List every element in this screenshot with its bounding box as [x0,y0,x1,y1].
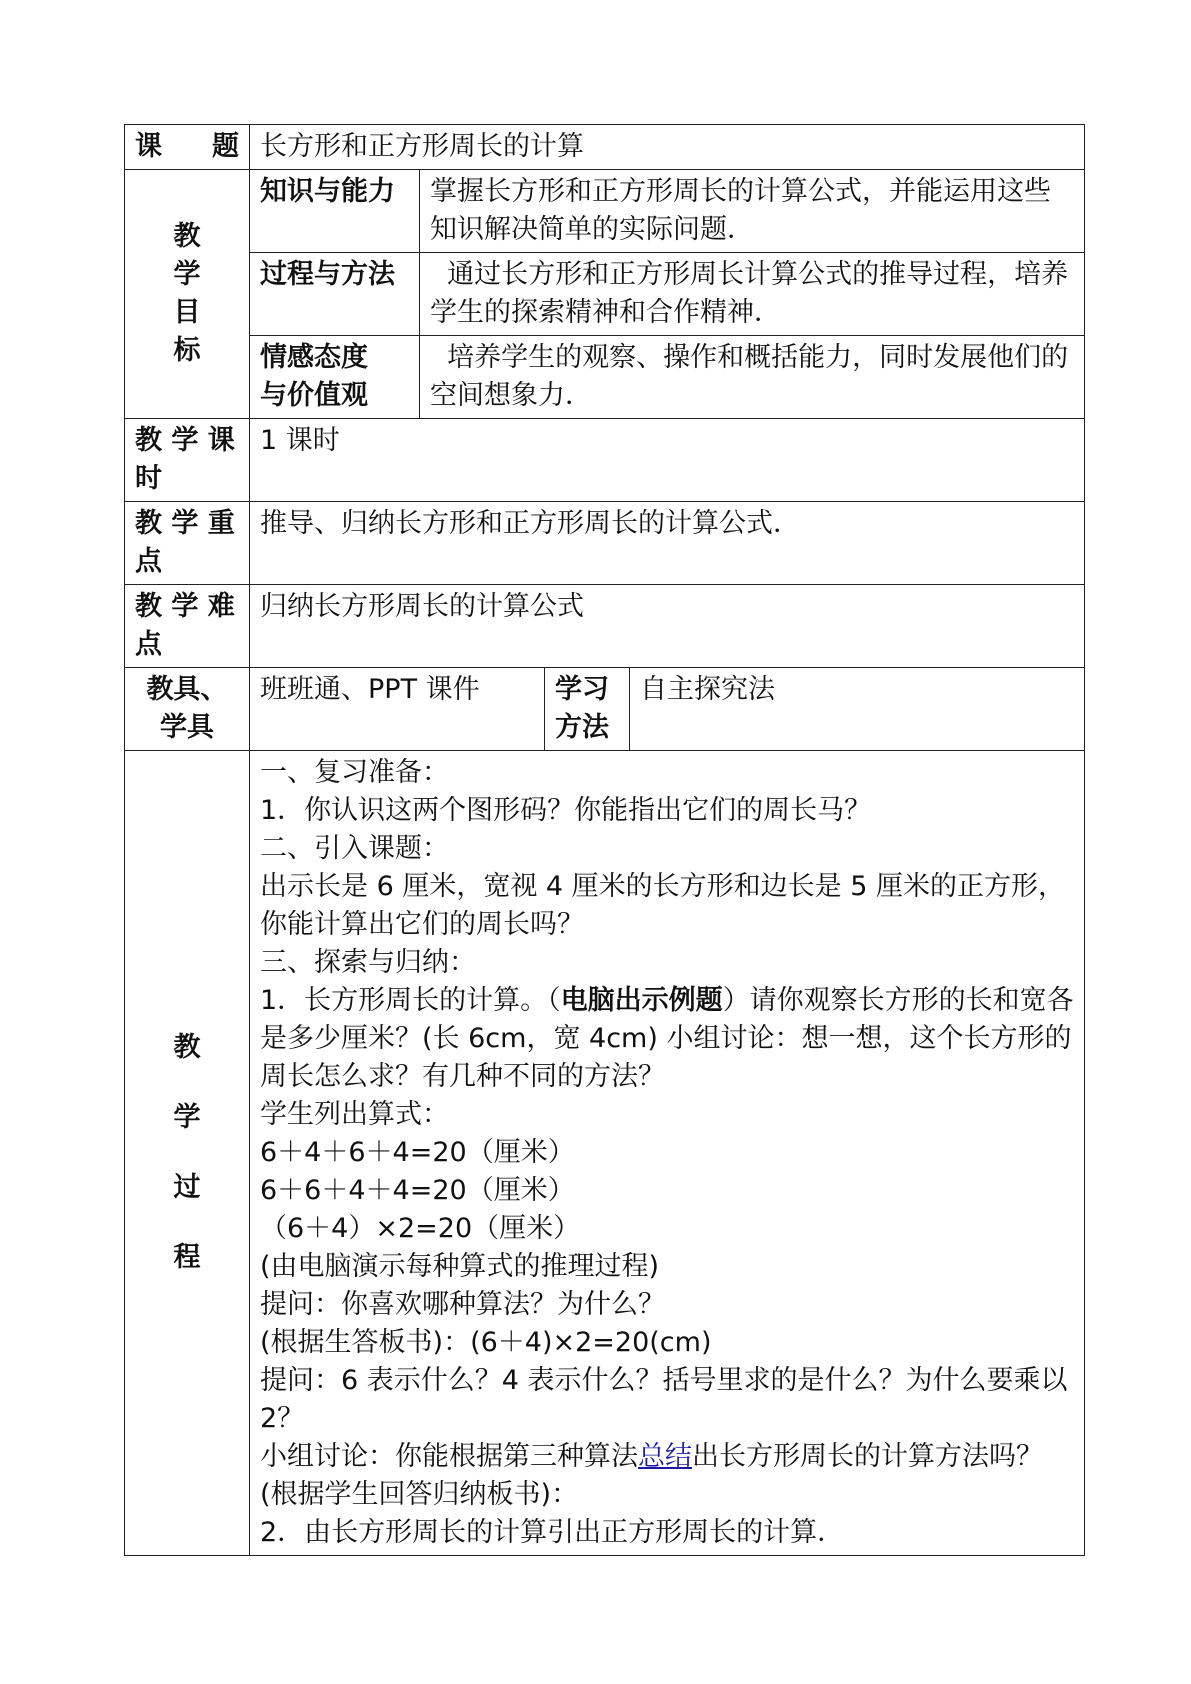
objective-emotion-label [250,336,420,419]
process-line: 一、复习准备： [260,757,449,788]
tools-label-line1: 教具、 [146,674,228,705]
row-tools [125,668,1085,751]
hours-label [125,419,250,502]
process-line: 学生列出算式： [260,1099,449,1130]
process-line: （6＋4）×2=20（厘米） [260,1213,581,1244]
objective-process-text: 通过长方形和正方形周长计算公式的推导过程，培养学生的探索精神和合作精神． [420,253,1085,336]
method-label-line2: 方法 [555,712,609,743]
hours-label-line1: 教 学 课 [135,425,235,456]
method-label-line1: 学习 [555,674,609,705]
process-content [250,751,1085,1556]
process-char: 教 [173,1032,201,1063]
row-key-point [125,502,1085,585]
objectives-char: 教 [173,221,201,252]
hours-label-line2: 时 [135,463,162,494]
tools-value: 班班通、PPT 课件 [250,668,545,751]
method-label [545,668,630,751]
course-label: 课 题 [125,125,250,170]
process-line: 二、引入课题： [260,833,449,864]
process-text: 出长方形周长的计算方法吗？ [692,1441,1043,1472]
objective-process-label: 过程与方法 [250,253,420,336]
row-objective-emotion [125,336,1085,419]
objective-emotion-label-line1: 情感态度 [260,342,368,373]
process-text: 1．长方形周长的计算。（ [260,985,561,1016]
objective-emotion-text: 培养学生的观察、操作和概括能力，同时发展他们的空间想象力． [420,336,1085,419]
difficulty-value: 归纳长方形周长的计算公式 [250,585,1085,668]
course-title: 长方形和正方形周长的计算 [250,125,1085,170]
objectives-char: 学 [173,259,201,290]
process-line: (由电脑演示每种算式的推理过程) [260,1251,660,1282]
process-char: 程 [173,1242,201,1273]
process-char: 学 [173,1102,201,1133]
key-point-label-line1: 教 学 重 [135,508,235,539]
process-bold-text: 电脑出示例题 [560,985,723,1016]
process-line: (根据生答板书)：(6＋4)×2=20(cm) [260,1327,712,1358]
process-line: 2．由长方形周长的计算引出正方形周长的计算． [260,1517,845,1548]
tools-label [125,668,250,751]
method-value: 自主探究法 [630,668,1085,751]
difficulty-label-line2: 点 [135,629,162,660]
objectives-label [125,170,250,419]
summary-link[interactable]: 总结 [638,1441,692,1472]
difficulty-label [125,585,250,668]
row-objective-knowledge [125,170,1085,253]
process-line: (根据学生回答归纳板书)： [260,1479,579,1510]
hours-value: 1 课时 [250,419,1085,502]
process-line: 提问：6 表示什么？4 表示什么？括号里求的是什么？为什么要乘以 2？ [260,1365,1068,1434]
process-line: 提问：你喜欢哪种算法？为什么？ [260,1289,665,1320]
key-point-label [125,502,250,585]
row-course [125,125,1085,170]
process-line: 6＋6＋4＋4=20（厘米） [260,1175,575,1206]
objective-emotion-label-line2: 与价值观 [260,380,368,411]
lesson-plan-table [124,124,1085,1556]
process-text: ）请你观察长方形的长和宽各是多少厘米？(长 6cm，宽 4cm) 小组讨论：想一想，这个长方形的周长怎么求？有几种不同的方法？ [260,985,1074,1092]
process-line: 三、探索与归纳： [260,947,476,978]
row-process [125,751,1085,1556]
key-point-value: 推导、归纳长方形和正方形周长的计算公式． [250,502,1085,585]
row-hours [125,419,1085,502]
process-line: 6＋4＋6＋4=20（厘米） [260,1137,575,1168]
process-line-example [260,982,1074,1096]
process-line: 1．你认识这两个图形码？你能指出它们的周长马？ [260,795,872,826]
objective-knowledge-label: 知识与能力 [250,170,420,253]
objective-knowledge-text: 掌握长方形和正方形周长的计算公式，并能运用这些知识解决简单的实际问题． [420,170,1085,253]
row-objective-process [125,253,1085,336]
difficulty-label-line1: 教 学 难 [135,591,235,622]
process-char: 过 [173,1172,201,1203]
key-point-label-line2: 点 [135,546,162,577]
row-difficulty [125,585,1085,668]
process-text: 小组讨论：你能根据第三种算法 [260,1441,638,1472]
process-label [125,751,250,1556]
tools-label-line2: 学具 [160,712,214,743]
process-line: 出示长是 6 厘米，宽视 4 厘米的长方形和边长是 5 厘米的正方形，你能计算出它们的周长吗？ [260,871,1066,940]
objectives-char: 标 [173,335,201,366]
objectives-char: 目 [173,297,201,328]
process-line-summary [260,1438,1074,1476]
